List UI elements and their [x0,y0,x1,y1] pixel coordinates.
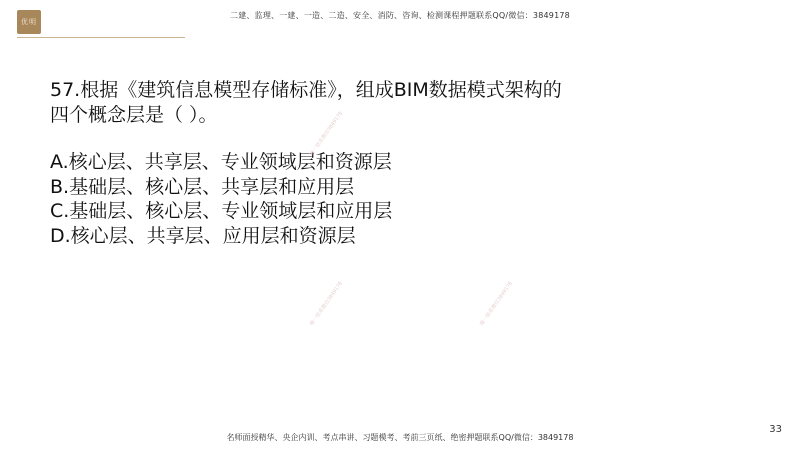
option-b: B.基础层、核心层、共享层和应用层 [50,175,355,198]
header-contact-text: 二建、监理、一建、一造、二造、安全、消防、咨询、检测课程押题联系QQ/微信：3849178 [230,11,570,20]
logo-text: 优明 [21,18,37,26]
option-d: D.核心层、共享层、应用层和资源层 [50,224,356,247]
answer-options [50,150,670,248]
question-line-2: 四个概念层是（ ）。 [50,104,218,126]
header-divider [17,37,185,38]
option-c: C.基础层、核心层、专业领域层和应用层 [50,200,393,222]
question-line-1: 57.根据《建筑信息模型存储标准》，组成BIM数据模式架构的 [50,79,562,101]
question-stem [50,78,670,128]
footer-contact-text: 名师面授精华、央企内训、考点串讲、习题模考、考前三页纸、绝密押题联系QQ/微信：3849178 [226,433,574,442]
watermark-text: 唯一联系微信3849178 [479,280,515,327]
watermark-text: 唯一联系微信3849178 [309,280,345,327]
page-number: 33 [769,424,782,435]
watermark-text: 唯一联系微信3849178 [309,110,345,157]
option-a: A.核心层、共享层、专业领域层和资源层 [50,151,392,173]
